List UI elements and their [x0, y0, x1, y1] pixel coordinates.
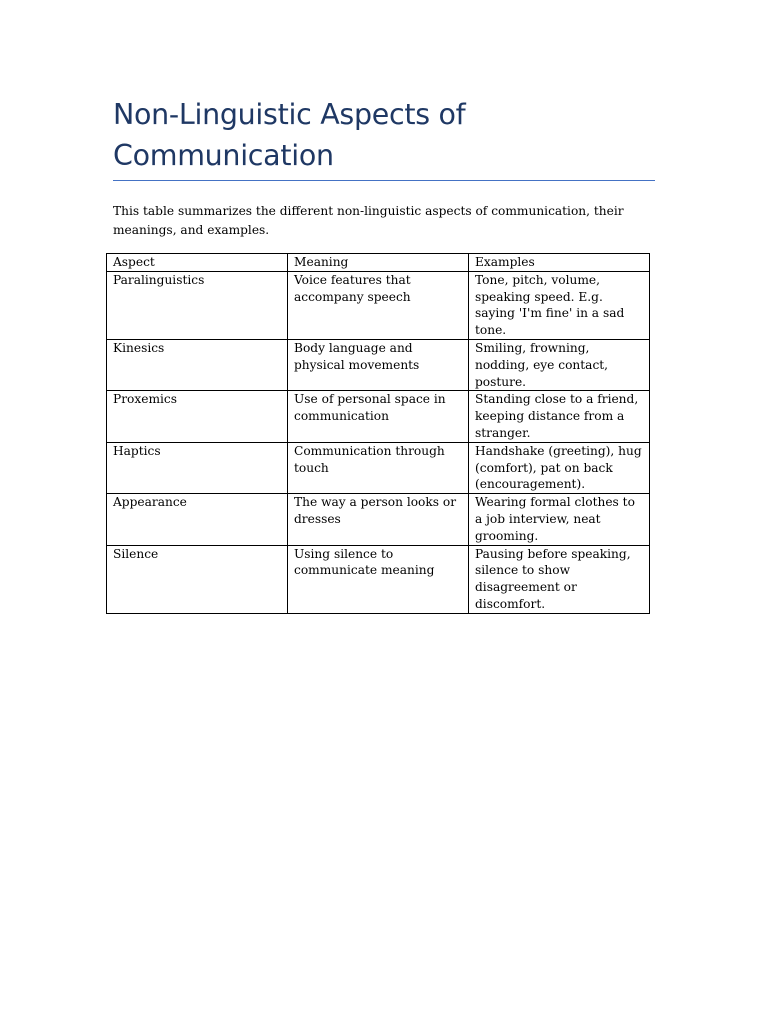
aspect-cell: Haptics — [107, 442, 288, 493]
examples-cell: Wearing formal clothes to a job interview, neat grooming. — [469, 494, 650, 545]
table-row — [107, 545, 650, 613]
table-row — [107, 494, 650, 545]
aspect-cell: Paralinguistics — [107, 271, 288, 339]
examples-cell: Standing close to a friend, keeping distance from a stranger. — [469, 391, 650, 442]
meaning-cell: Use of personal space in communication — [288, 391, 469, 442]
table-row — [107, 339, 650, 390]
examples-cell: Pausing before speaking, silence to show disagreement or discomfort. — [469, 545, 650, 613]
meaning-cell: Body language and physical movements — [288, 339, 469, 390]
meaning-cell: Communication through touch — [288, 442, 469, 493]
table-header-row — [107, 254, 650, 272]
intro-paragraph: This table summarizes the different non-linguistic aspects of communication, their meanings, and examples. — [113, 204, 624, 237]
meaning-cell: Using silence to communicate meaning — [288, 545, 469, 613]
examples-cell: Tone, pitch, volume, speaking speed. E.g. saying 'I'm fine' in a sad tone. — [469, 271, 650, 339]
aspect-cell: Silence — [107, 545, 288, 613]
header-cell-aspect: Aspect — [107, 254, 288, 272]
examples-cell: Smiling, frowning, nodding, eye contact, posture. — [469, 339, 650, 390]
table-row — [107, 391, 650, 442]
meaning-cell: The way a person looks or dresses — [288, 494, 469, 545]
document-title: Non-Linguistic Aspects of Communication — [113, 98, 466, 172]
meaning-cell: Voice features that accompany speech — [288, 271, 469, 339]
aspect-cell: Kinesics — [107, 339, 288, 390]
title-underline — [113, 180, 655, 181]
table-row — [107, 271, 650, 339]
aspect-cell: Proxemics — [107, 391, 288, 442]
header-cell-examples: Examples — [469, 254, 650, 272]
aspects-table — [106, 253, 650, 614]
aspect-cell: Appearance — [107, 494, 288, 545]
table-row — [107, 442, 650, 493]
examples-cell: Handshake (greeting), hug (comfort), pat on back (encouragement). — [469, 442, 650, 493]
header-cell-meaning: Meaning — [288, 254, 469, 272]
